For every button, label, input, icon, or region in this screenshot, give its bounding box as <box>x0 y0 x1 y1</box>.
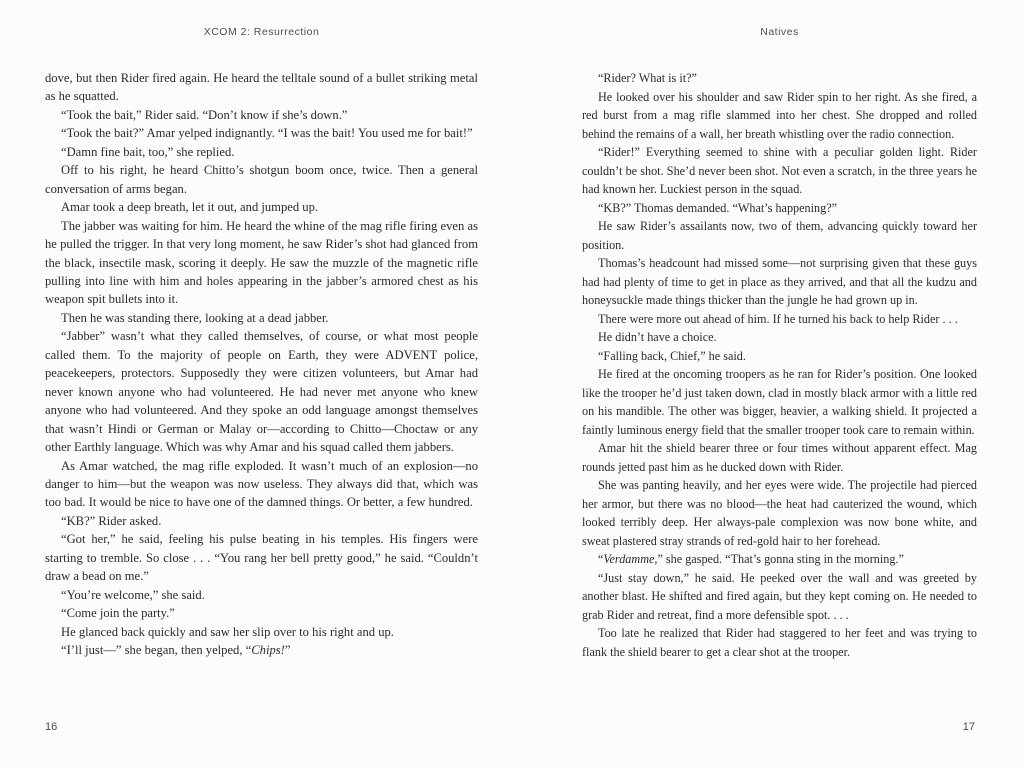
page-text-right <box>582 69 977 661</box>
paragraph: “Took the bait?” Amar yelped indignantly. “I was the bait! You used me for bait!” <box>61 126 473 141</box>
page-number-right: 17 <box>962 721 975 733</box>
paragraph: He looked over his shoulder and saw Rider spin to her right. As she fired, a red burst from a mag rifle slammed into her chest. She dropped and rolled behind the remains of a wall, her breath whistling over the radio connection. <box>582 89 977 141</box>
paragraph: “Rider!” Everything seemed to shine with a peculiar golden light. Rider couldn’t be shot. She’d never been shot. Not even a scratch, in the three years he had known her. Luckiest person in the squad. <box>582 145 977 196</box>
paragraph: As Amar watched, the mag rifle exploded. It wasn’t much of an explosion—no danger to him—but the weapon was now useless. They always did that, which was too bad. It would be nice to have one of the damned things. Or better, a few hundred. <box>45 458 478 510</box>
paragraph: “You’re welcome,” she said. <box>61 587 205 602</box>
paragraph: “Took the bait,” Rider said. “Don’t know if she’s down.” <box>61 107 348 122</box>
paragraph: There were more out ahead of him. If he turned his back to help Rider . . . <box>598 311 958 326</box>
paragraph: Thomas’s headcount had missed some—not surprising given that these guys had had plenty of time to get in place as they arrived, and that all the kudzu and honeysuckle made things thicker than the jungle he had grown up in. <box>582 256 977 307</box>
page-number-left: 16 <box>45 721 58 733</box>
paragraph: “Verdamme,” she gasped. “That’s gonna sting in the morning.” <box>598 552 904 566</box>
paragraph: “I’ll just—” she began, then yelped, “Chips!” <box>61 643 291 658</box>
page-text-left <box>45 69 478 660</box>
paragraph: She was panting heavily, and her eyes were wide. The projectile had pierced her armor, but there was no blood—the heat had cauterized the wound, which looked terribly deep. Her always-pale complexion was now bone white, and sweat plastered stray strands of red-gold hair to her forehead. <box>582 478 977 548</box>
paragraph: dove, but then Rider fired again. He heard the telltale sound of a bullet striking metal as he squatted. <box>45 71 478 104</box>
running-header-left: XCOM 2: Resurrection <box>203 26 320 38</box>
paragraph: Too late he realized that Rider had staggered to her feet and was trying to flank the shield bearer to get a clear shot at the trooper. <box>582 626 977 659</box>
paragraph: Amar took a deep breath, let it out, and jumped up. <box>61 200 319 215</box>
running-header-right: Natives <box>760 26 799 38</box>
paragraph: “Rider? What is it?” <box>598 71 697 85</box>
page-left <box>45 0 478 768</box>
paragraph: “Got her,” he said, feeling his pulse beating in his temples. His fingers were starting to tremble. So close . . . “You rang her bell pretty good,” he said. “Couldn’t draw a bead on me.” <box>45 532 478 584</box>
page-right <box>582 0 977 768</box>
paragraph: “Come join the party.” <box>61 606 175 621</box>
paragraph: He didn’t have a choice. <box>598 330 717 344</box>
paragraph: “Falling back, Chief,” he said. <box>598 348 746 363</box>
paragraph: “KB?” Thomas demanded. “What’s happening?” <box>598 200 838 215</box>
paragraph: Then he was standing there, looking at a dead jabber. <box>61 310 329 325</box>
paragraph: “KB?” Rider asked. <box>61 513 162 528</box>
paragraph: He glanced back quickly and saw her slip over to his right and up. <box>61 624 394 639</box>
paragraph: Amar hit the shield bearer three or four times without apparent effect. Mag rounds jetted past him as he ducked down with Rider. <box>582 441 977 474</box>
paragraph: He saw Rider’s assailants now, two of them, advancing quickly toward her position. <box>582 219 977 252</box>
paragraph: He fired at the oncoming troopers as he ran for Rider’s position. One looked like the trooper he’d just taken down, clad in mostly black armor with a little red on his mandible. The other was bigger, heavier, a walking shield. It projected a faintly luminous energy field that the smaller trooper took care to remain within. <box>582 367 977 437</box>
paragraph: “Just stay down,” he said. He peeked over the wall and was greeted by another blast. He shifted and fired again, but they kept coming on. He needed to grab Rider and retreat, find a more defensible spot. . . . <box>582 570 977 622</box>
paragraph: The jabber was waiting for him. He heard the whine of the mag rifle firing even as he pulled the trigger. In that very long moment, he saw Rider’s shot had glanced from the black, insectile mask, scoring it deeply. He saw the muzzle of the magnetic rifle pulling into line with him and holes appearing in the jabber’s armored chest as his weapon spit bullets into it. <box>45 218 478 307</box>
paragraph: “Jabber” wasn’t what they called themselves, of course, or what most people called them. To the majority of people on Earth, they were ADVENT police, peacekeepers, protectors. Supposedly they were citizen volunteers, but Amar had never known anyone who had volunteered. He had never met anyone who knew anyone who had volunteered. And they spoke an odd language amongst themselves that wasn’t Hindi or German or Malay or—according to Chitto—Choctaw or any other Earthly language. Which was why Amar and his squad called them jabbers. <box>45 329 478 455</box>
paragraph: “Damn fine bait, too,” she replied. <box>61 144 235 159</box>
paragraph: Off to his right, he heard Chitto’s shotgun boom once, twice. Then a general conversation of arms began. <box>45 163 478 196</box>
